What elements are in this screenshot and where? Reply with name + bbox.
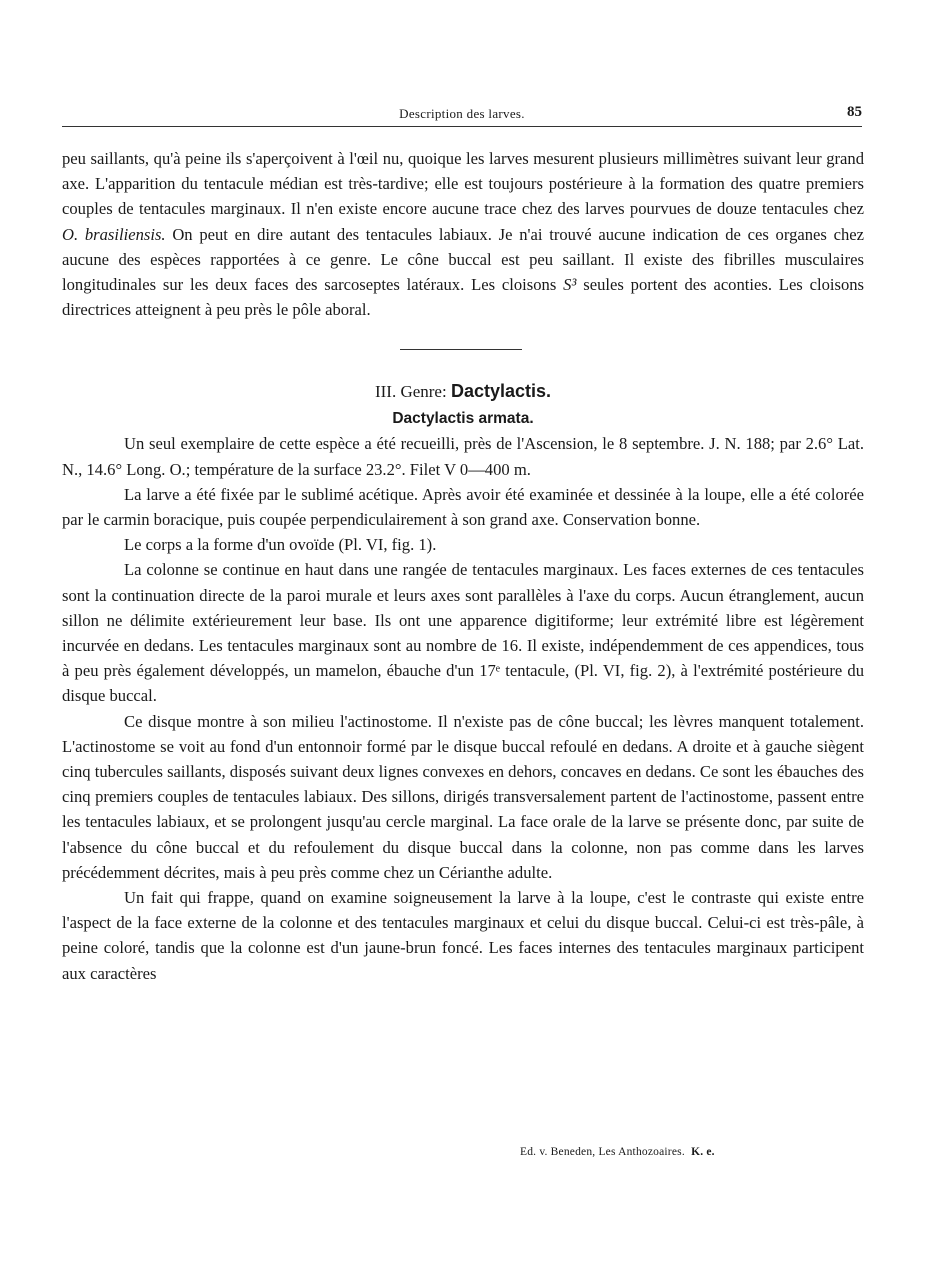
page-number: 85 <box>847 104 862 120</box>
body-text <box>62 146 864 986</box>
paragraph-4: Le corps a la forme d'un ovoïde (Pl. VI, fig. 1). <box>124 535 437 555</box>
divider-line <box>400 349 522 350</box>
paragraph-1-part-a: peu saillants, qu'à peine ils s'aperçoivent à l'œil nu, quoique les larves mesurent plusieurs millimètres suivant leur grand axe. L'apparition du tentacule médian est très-tardive; elle est toujours postérieure à la formation des quatre premiers couples de tentacules marginaux. Il n'en existe encore aucune trace chez des larves pourvues de douze tentacules chez <box>62 149 864 219</box>
running-head: Description des larves. <box>399 106 525 121</box>
paragraph-7: Un fait qui frappe, quand on examine soigneusement la larve à la loupe, c'est le contraste qui existe entre l'aspect de la face externe de la colonne et des tentacules marginaux et celui du disque buccal. Celui-ci est très-pâle, à peine coloré, tandis que la colonne est d'un jaune-brun foncé. Les faces internes des tentacules marginaux participent aux caractères <box>62 888 864 983</box>
paragraph-1-part-b: On peut en dire autant des tentacules labiaux. Je n'ai trouvé aucune indication de ces organes chez aucune des espèces rapportées à ce genre. Le cône buccal est peu saillant. Il existe des fibrilles musculaires longitudinales sur les deux faces des sarcoseptes latéraux. Les cloisons <box>62 224 864 295</box>
paragraph-1-part-c: seules portent des aconties. Les cloisons directrices atteignent à peu près le pôle aboral. <box>62 275 865 320</box>
paragraph-6: Ce disque montre à son milieu l'actinostome. Il n'existe pas de cône buccal; les lèvres manquent totalement. L'actinostome se voit au fond d'un entonnoir formé par le disque buccal refoulé en dedans. A droite et à gauche siègent cinq tubercules saillants, disposés suivant deux lignes convexes en dehors, concaves en dedans. Ce sont les ébauches des cinq premiers couples de tentacules labiaux. Des sillons, dirigés transversalement partent de l'actinostome, passent entre les tentacules labiaux, et se prolongent jusqu'au cercle marginal. La face orale de la larve se présente donc, par suite de l'absence du cône buccal et du refoulement du disque buccal dans la colonne, non pas comme dans les larves précédemment décrites, mais à peu près comme chez un Cérianthe adulte. <box>62 711 864 882</box>
paragraph-3: La larve a été fixée par le sublimé acétique. Après avoir été examinée et dessinée à la loupe, elle a été colorée par le carmin boracique, puis coupée perpendiculairement à son grand axe. Conservation bonne. <box>62 484 864 530</box>
genus-name: Dactylactis. <box>450 381 552 402</box>
footer-text: Ed. v. Beneden, Les Anthozoaires. <box>520 1146 685 1158</box>
species-italic: O. brasiliensis. <box>62 224 166 244</box>
species-heading: Dactylactis armata. <box>392 410 534 428</box>
paragraph-5: La colonne se continue en haut dans une rangée de tentacules marginaux. Les faces externes de ces tentacules sont la continuation directe de la paroi murale et leurs axes sont parallèles à l'axe du corps. Aucun étranglement, aucun sillon ne délimite extérieurement leur base. Ils ont une apparence digitiforme; leur extrémité libre est légèrement incurvée en dedans. Les tentacules marginaux sont au nombre de 16. Il existe, indépendemment de ces appendices, tous à peu près également développés, un mamelon, ébauche d'un 17ᵉ tentacule, (Pl. VI, fig. 2), à l'extrémité postérieure du disque buccal. <box>62 560 864 706</box>
footer-signature: K. e. <box>691 1146 715 1158</box>
genus-heading <box>62 378 864 405</box>
paragraph-1 <box>62 146 864 322</box>
page-footer <box>520 1146 715 1158</box>
paragraph-2: Un seul exemplaire de cette espèce a été recueilli, près de l'Ascension, le 8 septembre. J. N. 188; par 2.6° Lat. N., 14.6° Long. O.; température de la surface 23.2°. Filet V 0—400 m. <box>62 434 864 479</box>
page-header <box>62 104 862 127</box>
genus-prefix: III. Genre: <box>374 382 451 402</box>
septa-italic: S³ <box>563 275 577 295</box>
section-divider <box>62 322 864 372</box>
